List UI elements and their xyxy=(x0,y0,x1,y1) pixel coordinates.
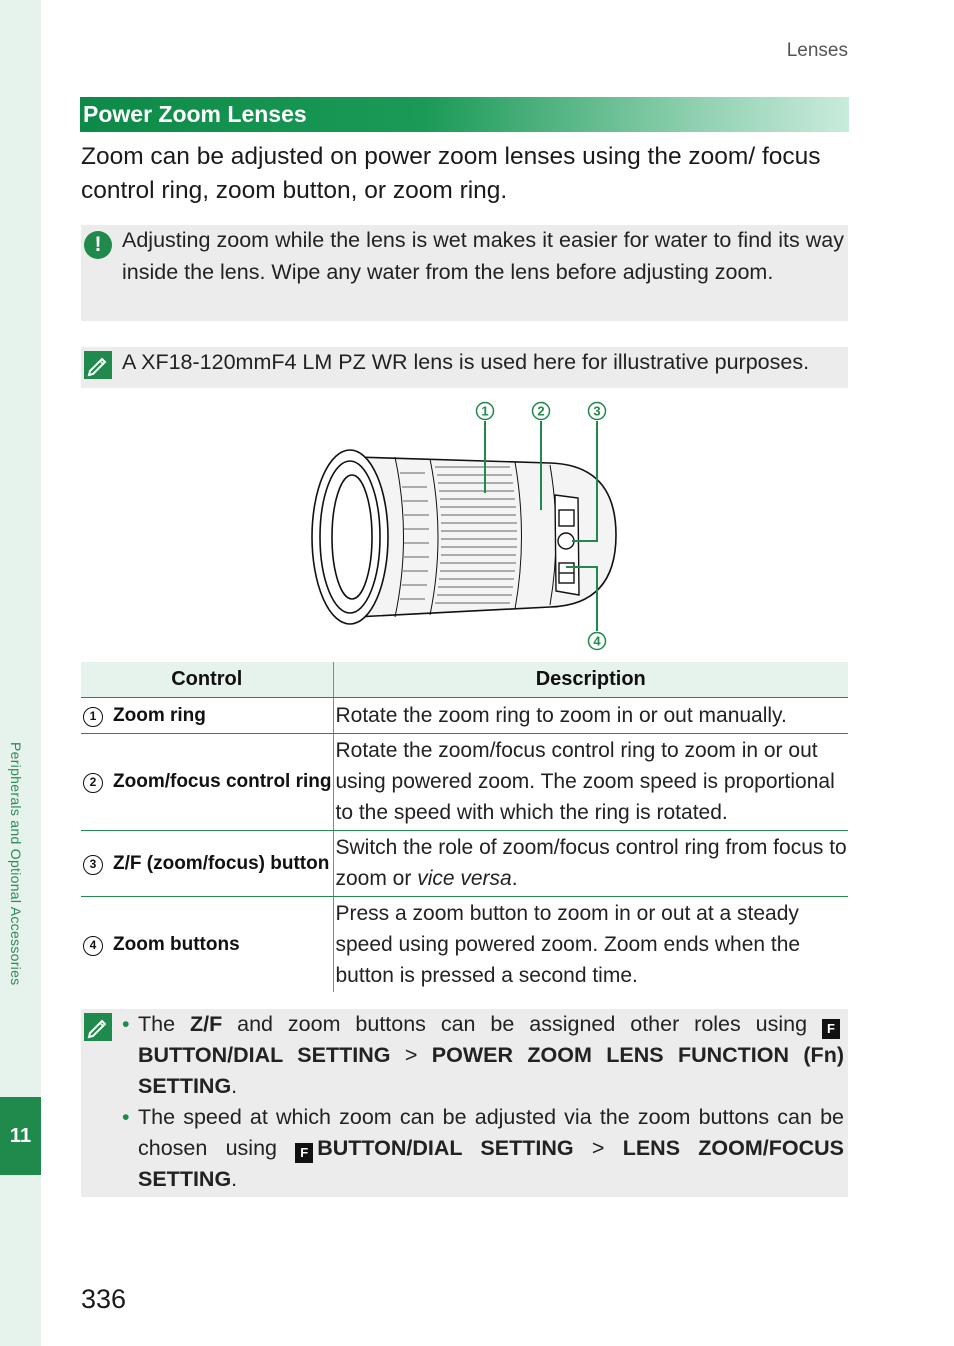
bullet-end: . xyxy=(231,1167,238,1191)
description-text: Switch the role of zoom/focus control ring from focus to zoom or xyxy=(335,836,847,890)
caution-icon: ! xyxy=(84,231,112,259)
control-cell xyxy=(81,896,333,992)
row-number: 1 xyxy=(83,707,103,727)
table-row xyxy=(81,733,848,830)
bullet-text: The speed at which zoom can be adjusted via the zoom buttons can be chosen using xyxy=(138,1105,844,1160)
note-text: A XF18-120mmF4 LM PZ WR lens is used here for illustrative purposes. xyxy=(122,350,810,374)
zf-key-label: Z/F xyxy=(189,1012,223,1036)
callout-2 xyxy=(533,403,550,420)
section-title: Power Zoom Lenses xyxy=(80,97,849,132)
row-number: 3 xyxy=(83,855,103,875)
note-icon xyxy=(84,1013,112,1041)
svg-text:3: 3 xyxy=(593,403,601,419)
caution-box xyxy=(81,225,848,321)
table-row xyxy=(81,830,848,896)
svg-text:4: 4 xyxy=(593,633,601,649)
bullet-end: . xyxy=(231,1074,238,1098)
control-cell xyxy=(81,733,333,830)
bullet-text: and zoom buttons can be assigned other roles using xyxy=(222,1012,822,1036)
menu-item: LENS ZOOM/FOCUS SETTING xyxy=(138,1136,844,1191)
list-item xyxy=(122,1009,844,1102)
control-name: Z/F (zoom/focus) button xyxy=(113,852,330,874)
callout-1 xyxy=(477,403,494,420)
lens-illustration xyxy=(300,395,630,660)
table-row xyxy=(81,697,848,733)
row-number: 4 xyxy=(83,936,103,956)
control-name: Zoom/focus control ring xyxy=(113,771,332,792)
table-row xyxy=(81,896,848,992)
controls-table xyxy=(81,662,848,992)
menu-glyph-icon: F xyxy=(295,1143,313,1163)
callout-3 xyxy=(589,403,606,420)
list-item xyxy=(122,1102,844,1195)
running-head: Lenses xyxy=(786,40,848,61)
intro-paragraph: Zoom can be adjusted on power zoom lenses using the zoom/ focus control ring, zoom button, or zoom ring. xyxy=(81,143,821,204)
row-number: 2 xyxy=(83,773,103,793)
svg-text:1: 1 xyxy=(481,403,489,419)
side-chapter-label-text: Peripherals and Optional Accessories xyxy=(8,742,24,986)
description-cell xyxy=(333,830,848,896)
description-cell: Press a zoom button to zoom in or out at a steady speed using powered zoom. Zoom ends when the button is pressed a second time. xyxy=(335,901,801,987)
note-box-2 xyxy=(81,1009,848,1197)
side-chapter-label xyxy=(8,742,34,1092)
header-control: Control xyxy=(81,662,333,697)
menu-item: BUTTON/DIAL SETTING xyxy=(138,1043,391,1067)
menu-glyph-icon: F xyxy=(822,1019,840,1039)
svg-text:2: 2 xyxy=(537,403,545,419)
caution-text: Adjusting zoom while the lens is wet makes it easier for water to find its way inside the lens. Wipe any water from the lens before adjusting zoom. xyxy=(122,228,844,284)
note-bullets xyxy=(122,1009,844,1195)
chapter-tab: 11 xyxy=(0,1097,41,1175)
description-cell: Rotate the zoom/focus control ring to zoom in or out using powered zoom. The zoom speed is proportional to the speed with which the ring is rotated. xyxy=(333,733,848,830)
menu-item: POWER ZOOM LENS FUNCTION (Fn) SETTING xyxy=(138,1043,844,1098)
menu-item: BUTTON/DIAL SETTING xyxy=(317,1136,574,1160)
menu-separator: > xyxy=(573,1136,623,1160)
page-number: 336 xyxy=(81,1284,127,1314)
callout-4 xyxy=(589,633,606,650)
control-name: Zoom buttons xyxy=(113,933,240,955)
header-description: Description xyxy=(333,662,848,697)
description-emphasis: vice versa xyxy=(417,867,512,890)
control-cell xyxy=(81,830,333,896)
control-cell xyxy=(81,697,333,733)
control-name: Zoom ring xyxy=(113,704,206,726)
description-cell: Rotate the zoom ring to zoom in or out manually. xyxy=(333,697,848,733)
note-icon xyxy=(84,351,112,379)
bullet-text: The xyxy=(138,1012,190,1036)
note-box xyxy=(81,347,848,388)
description-end: . xyxy=(511,867,518,890)
menu-separator: > xyxy=(390,1043,432,1067)
